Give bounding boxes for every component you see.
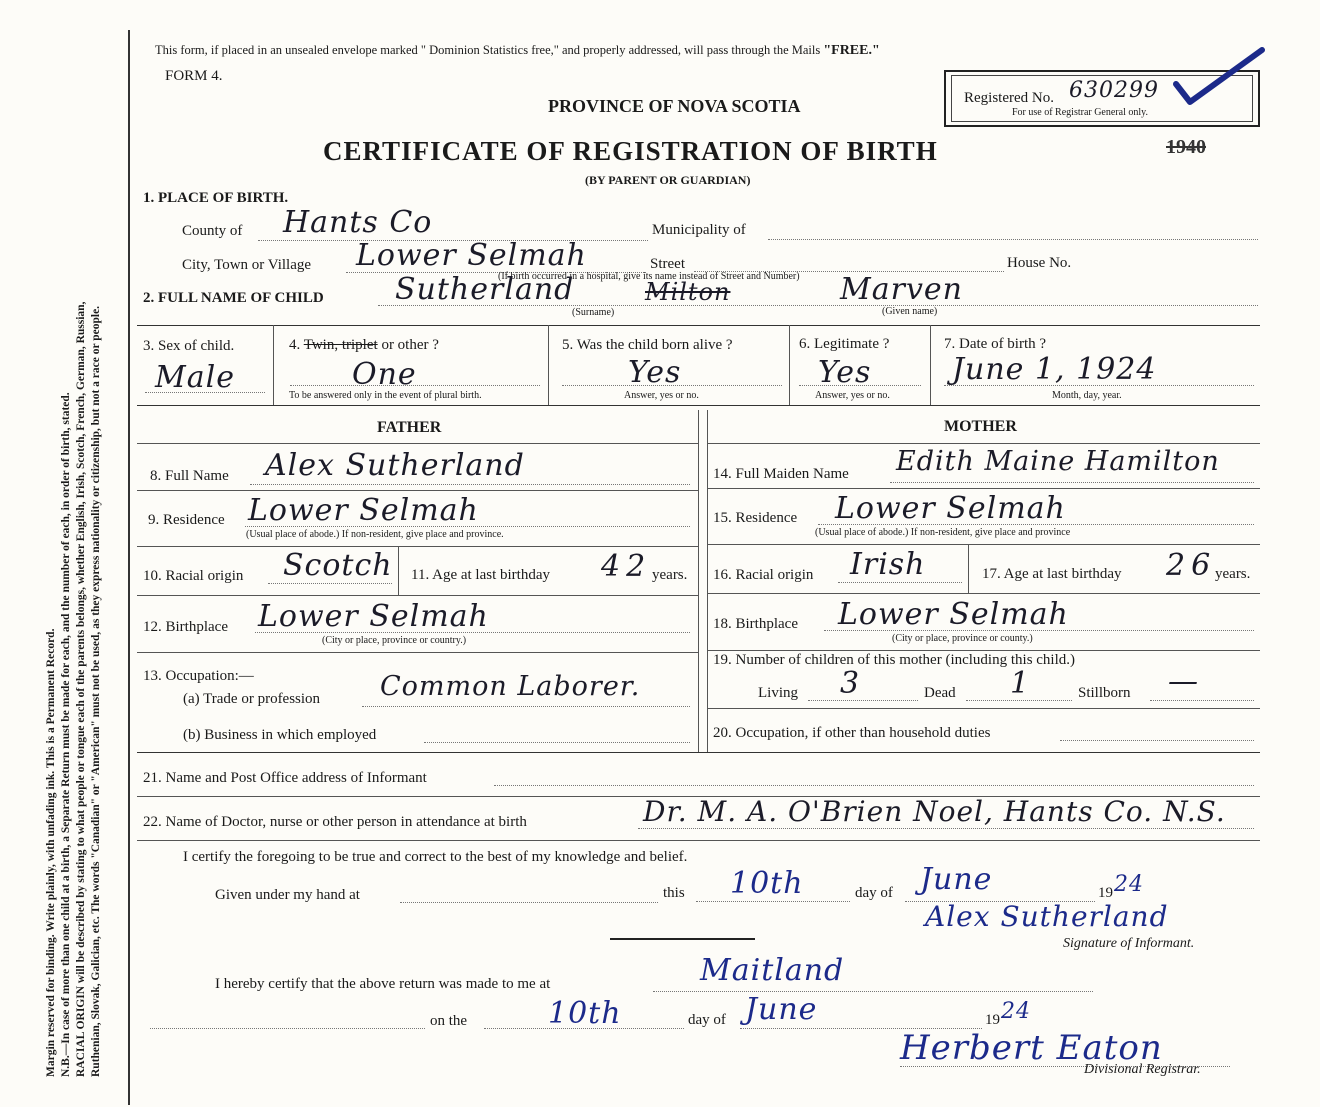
mother-residence-label: 15. Residence — [713, 510, 798, 526]
mother-age-value: 26 — [1166, 548, 1217, 583]
city-value: Lower Selmah — [356, 238, 587, 273]
business-label: (b) Business in which employed — [183, 727, 377, 743]
given-at-line — [400, 902, 658, 903]
dob-caption: Month, day, year. — [1052, 390, 1122, 401]
registrar-text: I hereby certify that the above return was made to me at — [215, 976, 551, 992]
mother-rule-1 — [707, 443, 1260, 444]
legitimate-line — [799, 385, 921, 386]
father-birthplace-label: 12. Birthplace — [143, 619, 228, 635]
dob-line — [944, 385, 1254, 386]
informant-label: 21. Name and Post Office address of Informant — [143, 770, 427, 786]
mother-residence-caption: (Usual place of abode.) If non-resident, give place and province — [815, 527, 1071, 538]
registrar-day-value: 10th — [548, 996, 622, 1031]
doctor-label: 22. Name of Doctor, nurse or other person in attendance at birth — [143, 814, 527, 830]
page-title: CERTIFICATE OF REGISTRATION OF BIRTH — [323, 136, 938, 166]
occupation-label: 13. Occupation:— — [143, 668, 254, 684]
corner-mark: 1940 — [1166, 136, 1206, 158]
father-race-value: Scotch — [283, 548, 393, 583]
father-residence-value: Lower Selmah — [248, 493, 479, 528]
informant-line — [494, 785, 1254, 786]
living-value: 3 — [840, 666, 861, 701]
born-alive-value: Yes — [628, 355, 682, 390]
row3-divider-2 — [548, 325, 549, 405]
father-heading: FATHER — [377, 419, 442, 436]
trade-line — [362, 706, 690, 707]
postal-free: "FREE." — [823, 43, 880, 58]
mother-age-label: 17. Age at last birthday — [982, 566, 1122, 582]
postal-note-text: This form, if placed in an unsealed envelope marked " Dominion Statistics free," and properly addressed, will pass through the Mails — [155, 43, 821, 57]
business-line — [424, 742, 690, 743]
stillborn-value: — — [1168, 664, 1199, 699]
registrar-note: For use of Registrar General only. — [1012, 107, 1148, 118]
postal-note — [155, 43, 880, 59]
margin-note-3: RACIAL ORIGIN will be described by stating to what people or tongue each of the parents belongs, whether English, Irish, Scotch, French, German, Russian, — [75, 301, 87, 1077]
born-alive-label: 5. Was the child born alive ? — [562, 337, 733, 353]
plurality-value: One — [352, 357, 417, 392]
father-name-value: Alex Sutherland — [265, 448, 525, 483]
mother-name-label: 14. Full Maiden Name — [713, 466, 849, 482]
mother-name-value: Edith Maine Hamilton — [896, 446, 1220, 477]
mother-name-line — [890, 482, 1254, 483]
dead-value: 1 — [1010, 666, 1031, 701]
mother-residence-line — [818, 524, 1254, 525]
mother-occupation-line — [1060, 740, 1254, 741]
registrar-dayof-label: day of — [688, 1012, 726, 1028]
province-heading: PROVINCE OF NOVA SCOTIA — [548, 96, 801, 116]
certify-day-value: 10th — [730, 866, 804, 901]
plurality-number: 4. — [289, 337, 301, 353]
registrar-caption: Divisional Registrar. — [1084, 1062, 1201, 1077]
mother-heading: MOTHER — [944, 418, 1017, 435]
father-rule-1 — [137, 443, 698, 444]
plurality-line — [290, 385, 540, 386]
living-label: Living — [758, 685, 798, 701]
certify-text: I certify the foregoing to be true and correct to the best of my knowledge and belief. — [183, 849, 688, 865]
legitimate-value: Yes — [818, 355, 872, 390]
father-rule-2 — [137, 490, 698, 491]
page-subtitle: (BY PARENT OR GUARDIAN) — [585, 173, 751, 187]
plurality-rest: or other ? — [381, 337, 439, 353]
dob-label: 7. Date of birth ? — [944, 336, 1047, 352]
parents-bottom-rule — [137, 752, 1260, 753]
dob-value: June 1, 1924 — [952, 352, 1157, 387]
registered-label: Registered No. — [964, 90, 1054, 106]
place-of-birth-label: 1. PLACE OF BIRTH. — [143, 190, 289, 206]
doctor-line — [638, 828, 1254, 829]
check-mark-icon — [1170, 44, 1270, 108]
father-rule-5 — [137, 652, 698, 653]
living-line — [808, 700, 918, 701]
sex-label: 3. Sex of child. — [143, 338, 235, 354]
mother-race-line — [838, 582, 962, 583]
row3-divider-4 — [930, 325, 931, 405]
plurality-label — [289, 337, 439, 354]
registrar-month-value: June — [745, 992, 818, 1027]
municipality-label: Municipality of — [652, 222, 746, 238]
mother-race-value: Irish — [850, 547, 926, 582]
mother-birthplace-label: 18. Birthplace — [713, 616, 798, 632]
father-birthplace-value: Lower Selmah — [258, 599, 489, 634]
mother-birthplace-value: Lower Selmah — [838, 597, 1069, 632]
father-name-label: 8. Full Name — [150, 468, 229, 484]
municipality-line — [768, 239, 1258, 240]
registrar-day-line — [484, 1028, 684, 1029]
plurality-struck: Twin, triplet — [303, 337, 378, 353]
father-birthplace-line — [255, 632, 690, 633]
margin-note-1: Margin reserved for binding. Write plainly, with unfading ink. This is a Permanent Record. — [45, 628, 57, 1077]
stillborn-label: Stillborn — [1078, 685, 1131, 701]
stillborn-line — [1150, 700, 1254, 701]
registrar-place-line — [653, 991, 1093, 992]
informant-signature: Alex Sutherland — [925, 900, 1169, 933]
father-race-line — [268, 583, 392, 584]
father-years: years. — [652, 567, 688, 583]
registrar-lead-line — [150, 1028, 425, 1029]
mother-birthplace-caption: (City or place, province or county.) — [892, 633, 1033, 644]
trade-label: (a) Trade or profession — [183, 691, 321, 707]
born-alive-caption: Answer, yes or no. — [624, 390, 699, 401]
father-birthplace-caption: (City or place, province or country.) — [322, 635, 467, 646]
mother-years: years. — [1215, 566, 1251, 582]
mother-age-divider — [968, 544, 969, 593]
mother-rule-3 — [707, 544, 1260, 545]
child-struck-name: Milton — [645, 278, 731, 306]
this-label: this — [663, 885, 685, 901]
house-label: House No. — [1007, 255, 1072, 271]
legitimate-caption: Answer, yes or no. — [815, 390, 890, 401]
margin-notes — [44, 0, 174, 1107]
dead-label: Dead — [924, 685, 956, 701]
registrar-signature: Herbert Eaton — [900, 1028, 1163, 1068]
mother-rule-6 — [707, 708, 1260, 709]
registrar-on-label: on the — [430, 1013, 468, 1029]
street-label: Street — [650, 256, 685, 272]
mother-rule-4 — [707, 593, 1260, 594]
child-name-label: 2. FULL NAME OF CHILD — [143, 290, 324, 306]
registered-number: 630299 — [1069, 78, 1159, 103]
certify-month-value: June — [920, 862, 993, 897]
sex-line — [145, 392, 265, 393]
father-age-value: 42 — [601, 549, 652, 584]
father-rule-3 — [137, 546, 698, 547]
row3-bottom-rule — [137, 405, 1260, 406]
county-label: County of — [182, 223, 243, 239]
sex-value: Male — [155, 360, 235, 395]
registrar-year-prefix: 19 — [985, 1012, 1000, 1028]
plurality-caption: To be answered only in the event of plural birth. — [289, 390, 482, 401]
father-age-label: 11. Age at last birthday — [411, 567, 550, 583]
form-number: FORM 4. — [165, 68, 223, 84]
mother-rule-5 — [707, 650, 1260, 651]
children-count-label: 19. Number of children of this mother (including this child.) — [713, 652, 1076, 668]
dead-line — [966, 700, 1072, 701]
row3-top-rule — [137, 325, 1260, 326]
margin-note-4: Ruthenian, Slovak, Galician, etc. The words "Canadian" or "American" must not be used, as they express nationality or citizenship, but not a race or people. — [90, 305, 102, 1077]
child-given-name: Marven — [840, 272, 963, 307]
informant-signature-caption: Signature of Informant. — [1063, 936, 1195, 951]
father-race-label: 10. Racial origin — [143, 568, 244, 584]
father-name-line — [250, 484, 690, 485]
mother-rule-2 — [707, 488, 1260, 489]
mother-residence-value: Lower Selmah — [835, 491, 1066, 526]
mother-occupation-label: 20. Occupation, if other than household duties — [713, 725, 991, 741]
father-age-divider — [398, 546, 399, 595]
surname-caption: (Surname) — [572, 307, 615, 318]
father-residence-line — [245, 526, 690, 527]
father-rule-4 — [137, 595, 698, 596]
county-value: Hants Co — [283, 205, 433, 240]
registrar-year-value: 24 — [1001, 999, 1031, 1024]
mother-left-rule — [707, 410, 708, 752]
trade-value: Common Laborer. — [380, 671, 641, 702]
certify-separator — [610, 938, 755, 940]
father-residence-label: 9. Residence — [148, 512, 225, 528]
doctor-rule — [137, 840, 1260, 841]
certify-year-value: 24 — [1114, 872, 1144, 897]
mother-race-label: 16. Racial origin — [713, 567, 814, 583]
registrar-place-value: Maitland — [700, 953, 845, 988]
margin-rule — [128, 30, 130, 1105]
doctor-value: Dr. M. A. O'Brien Noel, Hants Co. N.S. — [643, 795, 1226, 828]
father-right-rule — [698, 410, 699, 752]
certify-year-prefix: 19 — [1098, 885, 1113, 901]
row3-divider-3 — [789, 325, 790, 405]
born-alive-line — [562, 385, 782, 386]
mother-birthplace-line — [824, 630, 1254, 631]
given-at-label: Given under my hand at — [215, 887, 360, 903]
legitimate-label: 6. Legitimate ? — [799, 336, 890, 352]
certify-day-line — [696, 901, 850, 902]
certify-dayof-label: day of — [855, 885, 893, 901]
father-residence-caption: (Usual place of abode.) If non-resident, give place and province. — [246, 529, 504, 540]
hospital-note: (If birth occurred in a hospital, give its name instead of Street and Number) — [498, 271, 800, 282]
margin-note-2: N.B.—In case of more than one child at a birth, a Separate Return must be made for each, and the number of each, in order of birth, stated. — [60, 392, 72, 1077]
row3-divider-1 — [273, 325, 274, 405]
city-label: City, Town or Village — [182, 257, 312, 273]
child-surname: Sutherland — [395, 272, 575, 307]
given-name-caption: (Given name) — [882, 306, 938, 317]
